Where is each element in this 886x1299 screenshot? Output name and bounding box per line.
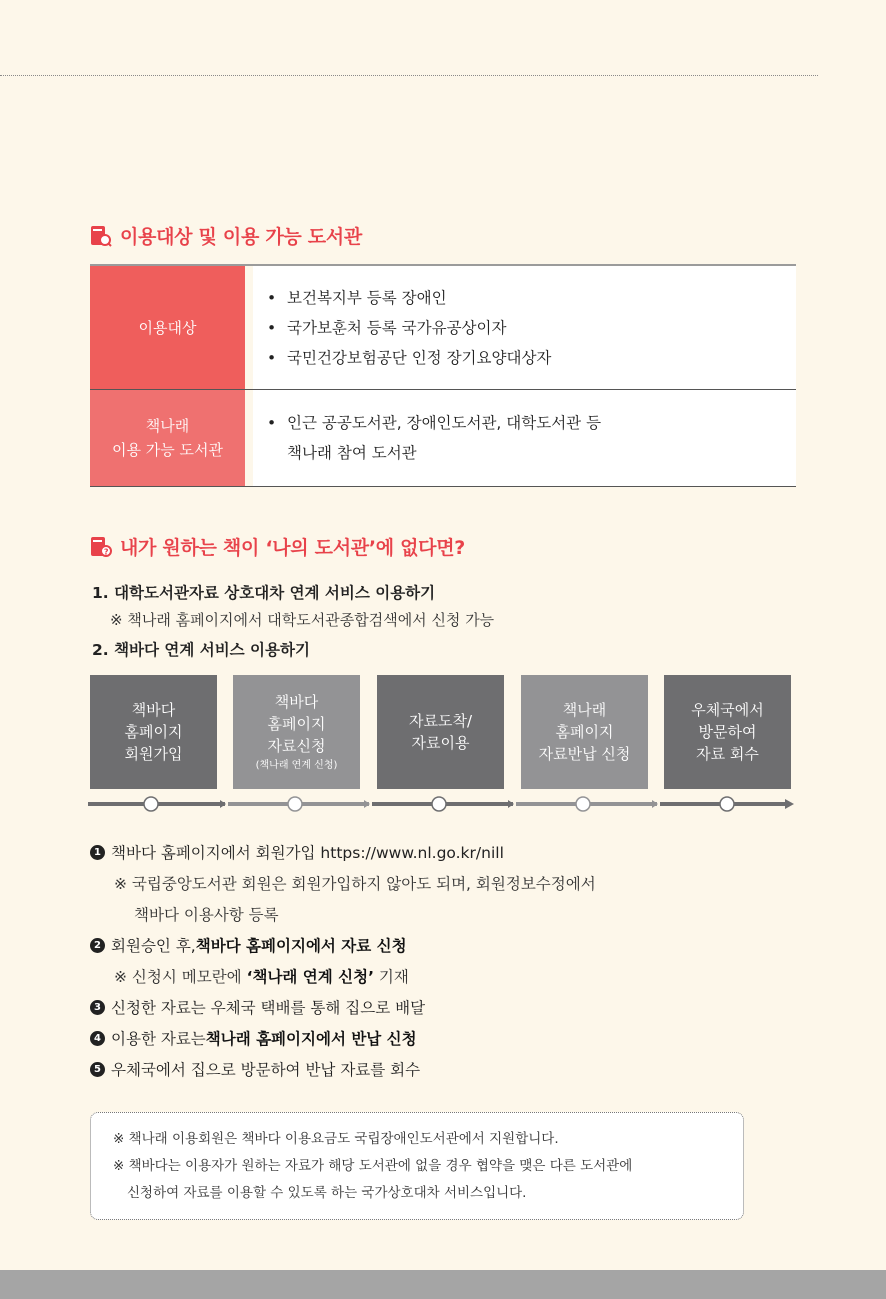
process-box-arrival: 자료도착/ 자료이용 [377, 675, 504, 789]
number-badge: 1 [90, 845, 105, 860]
info-line: ※ 책바다는 이용자가 원하는 자료가 해당 도서관에 없을 경우 협약을 맺은 다른 도서관에 [113, 1158, 633, 1174]
list-item: • 국가보훈처 등록 국가유공상이자 [267, 318, 507, 337]
eligibility-table [90, 264, 796, 487]
step-heading-1: 1. 대학도서관자료 상호대차 연계 서비스 이용하기 [92, 584, 436, 602]
step-item-3: 3 신청한 자료는 우체국 택배를 통해 집으로 배달 [90, 996, 425, 1018]
section-title-text: 이용대상 및 이용 가능 도서관 [120, 226, 362, 248]
list-item-continued: 책나래 참여 도서관 [287, 444, 417, 462]
step-note-continued: 책바다 이용사항 등록 [134, 906, 279, 924]
book-question-icon [90, 536, 112, 558]
book-search-icon [90, 225, 112, 247]
svg-text:?: ? [103, 547, 109, 556]
step-item-2: 2 회원승인 후, 책바다 홈페이지에서 자료 신청 [90, 934, 407, 956]
process-timeline [88, 796, 796, 812]
process-box-return-request: 책나래 홈페이지 자료반납 신청 [521, 675, 648, 789]
step-heading-2: 2. 책바다 연계 서비스 이용하기 [92, 641, 310, 659]
number-badge: 3 [90, 1000, 105, 1015]
row-body-target [253, 266, 796, 389]
list-item: • 인근 공공도서관, 장애인도서관, 대학도서관 등 [267, 414, 602, 432]
top-divider [0, 75, 818, 76]
row-body-libraries [253, 390, 796, 486]
row-header-target: 이용대상 [90, 266, 245, 389]
step-item-4: 4 이용한 자료는 책나래 홈페이지에서 반납 신청 [90, 1027, 417, 1049]
process-box-pickup: 우체국에서 방문하여 자료 회수 [664, 675, 791, 789]
step-note-1: ※ 책나래 홈페이지에서 대학도서관종합검색에서 신청 가능 [110, 611, 495, 629]
section-title-eligibility [90, 222, 362, 249]
info-line: ※ 책나래 이용회원은 책바다 이용요금도 국립장애인도서관에서 지원합니다. [113, 1131, 559, 1147]
list-item: • 국민건강보험공단 인정 장기요양대상자 [267, 348, 552, 367]
table-row [90, 390, 796, 487]
list-item: • 보건복지부 등록 장애인 [267, 288, 447, 307]
section-title-text: 내가 원하는 책이 ‘나의 도서관’에 없다면? [120, 537, 465, 559]
step-note: ※ 신청시 메모란에 ‘책나래 연계 신청’ 기재 [114, 968, 409, 986]
number-badge: 2 [90, 938, 105, 953]
footer-bar [0, 1270, 886, 1299]
process-box-request: 책바다 홈페이지 자료신청 (책나래 연계 신청) [233, 675, 360, 789]
table-row [90, 266, 796, 390]
info-note-box [90, 1112, 744, 1220]
number-badge: 4 [90, 1031, 105, 1046]
step-item-1: 1 책바다 홈페이지에서 회원가입 https://www.nl.go.kr/nill [90, 841, 504, 863]
row-header-libraries: 책나래 이용 가능 도서관 [90, 390, 245, 486]
info-line: 신청하여 자료를 이용할 수 있도록 하는 국가상호대차 서비스입니다. [127, 1185, 527, 1201]
number-badge: 5 [90, 1062, 105, 1077]
process-box-signup: 책바다 홈페이지 회원가입 [90, 675, 217, 789]
section-title-interlibrary [90, 533, 465, 560]
step-note: ※ 국립중앙도서관 회원은 회원가입하지 않아도 되며, 회원정보수정에서 [114, 875, 596, 893]
step-item-5: 5 우체국에서 집으로 방문하여 반납 자료를 회수 [90, 1058, 420, 1080]
